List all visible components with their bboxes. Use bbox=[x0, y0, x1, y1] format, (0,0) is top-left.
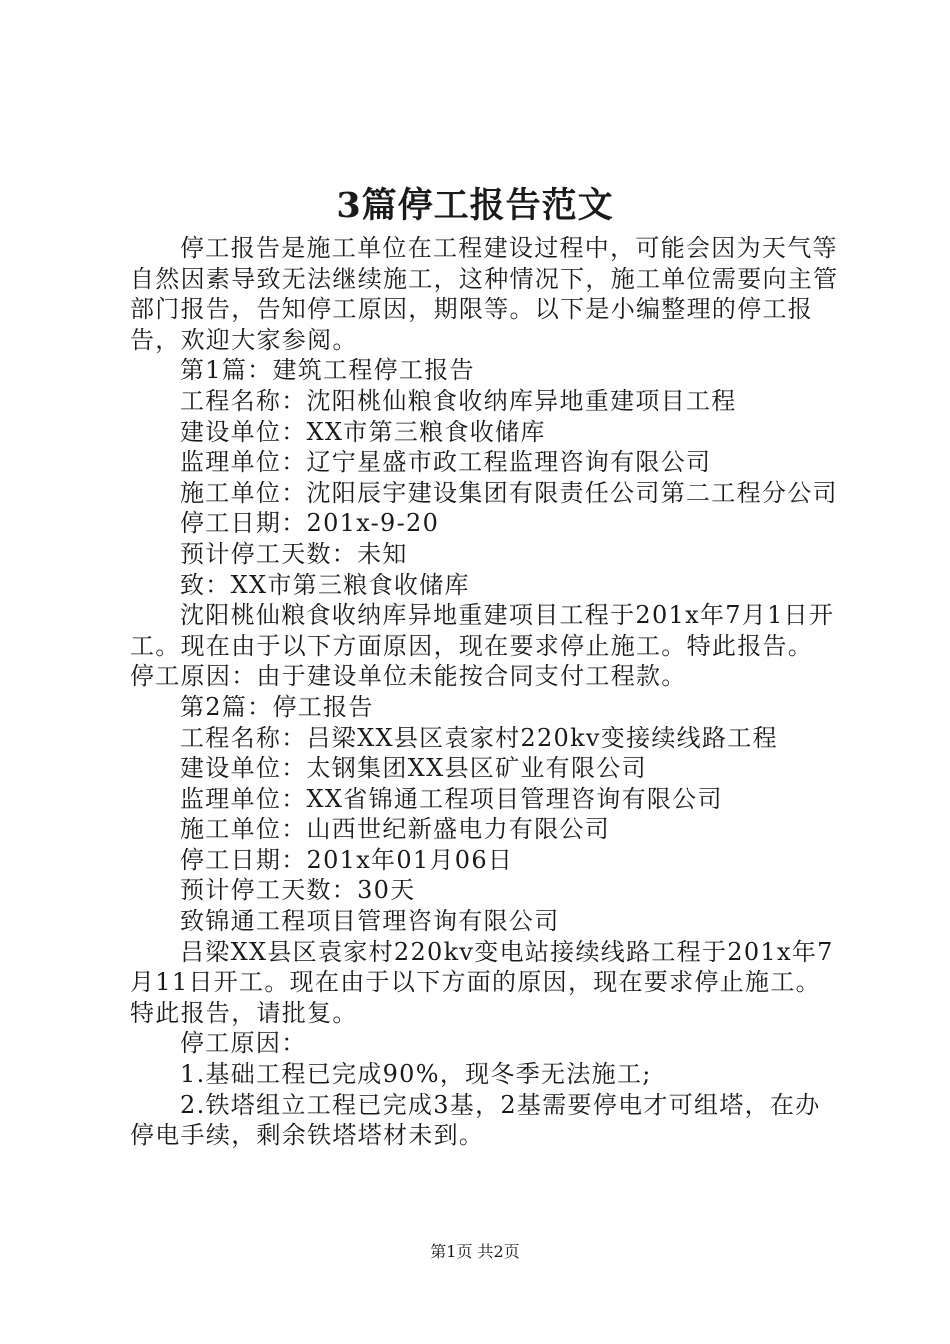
section-1-heading: 第1篇：建筑工程停工报告 bbox=[180, 356, 475, 385]
document-body bbox=[130, 233, 842, 1151]
section-1-body: 沈阳桃仙粮食收纳库异地重建项目工程于201x年7月1日开工。现在由于以下方面原因，现在要求停止施工。特此报告。 bbox=[130, 601, 835, 660]
page-footer: 第1页 共2页 bbox=[430, 1242, 520, 1261]
section-1-project-name: 工程名称：沈阳桃仙粮食收纳库异地重建项目工程 bbox=[180, 386, 737, 415]
section-2-stop-date: 停工日期：201x年01月06日 bbox=[180, 845, 514, 874]
section-2-expected-days: 预计停工天数：30天 bbox=[180, 876, 416, 905]
section-2-addressee: 致锦通工程项目管理咨询有限公司 bbox=[180, 907, 560, 936]
section-2-reason-label: 停工原因： bbox=[180, 1029, 307, 1058]
section-2-heading: 第2篇：停工报告 bbox=[180, 692, 374, 721]
section-2-body: 吕梁XX县区袁家村220kv变电站接续线路工程于201x年7月11日开工。现在由于以下方面的原因，现在要求停止施工。特此报告，请批复。 bbox=[130, 937, 834, 1027]
section-1-reason: 停工原因：由于建设单位未能按合同支付工程款。 bbox=[130, 662, 687, 691]
intro-paragraph: 停工报告是施工单位在工程建设过程中，可能会因为天气等自然因素导致无法继续施工，这种情况下，施工单位需要向主管部门报告，告知停工原因，期限等。以下是小编整理的停工报告，欢迎大家参阅。 bbox=[130, 234, 839, 354]
section-2-contractor-unit: 施工单位：山西世纪新盛电力有限公司 bbox=[180, 815, 611, 844]
document-title: 3篇停工报告范文 bbox=[336, 185, 614, 226]
section-1-addressee: 致：XX市第三粮食收储库 bbox=[180, 570, 470, 599]
section-2-supervisor-unit: 监理单位：XX省锦通工程项目管理咨询有限公司 bbox=[180, 784, 723, 813]
section-1-stop-date: 停工日期：201x-9-20 bbox=[180, 509, 440, 538]
section-1-owner-unit: 建设单位：XX市第三粮食收储库 bbox=[180, 417, 546, 446]
section-1-expected-days: 预计停工天数：未知 bbox=[180, 539, 408, 568]
section-1-supervisor-unit: 监理单位：辽宁星盛市政工程监理咨询有限公司 bbox=[180, 448, 712, 477]
section-2-owner-unit: 建设单位：太钢集团XX县区矿业有限公司 bbox=[180, 754, 647, 783]
section-2-reason-item-2: 2.铁塔组立工程已完成3基，2基需要停电才可组塔，在办停电手续，剩余铁塔塔材未到。 bbox=[130, 1090, 821, 1150]
section-1-contractor-unit: 施工单位：沈阳辰宇建设集团有限责任公司第二工程分公司 bbox=[180, 478, 838, 507]
section-2-reason-item-1: 1.基础工程已完成90%，现冬季无法施工; bbox=[180, 1060, 652, 1089]
section-2-project-name: 工程名称：吕梁XX县区袁家村220kv变接续线路工程 bbox=[180, 723, 778, 752]
